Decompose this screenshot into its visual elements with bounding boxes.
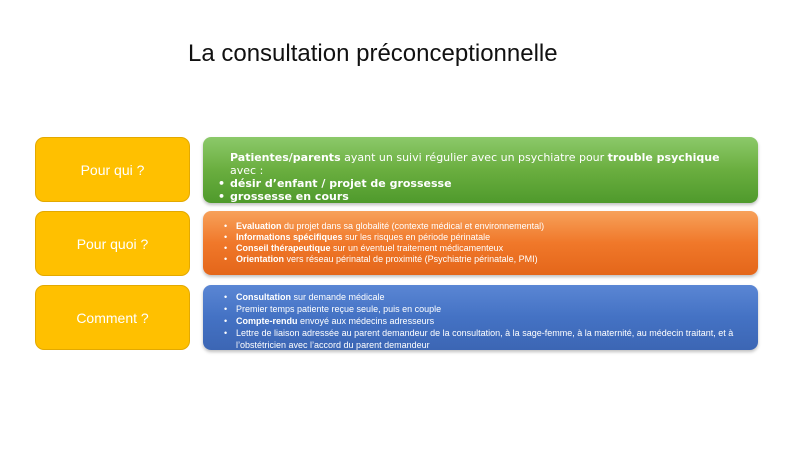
list-item xyxy=(223,243,746,254)
list-item xyxy=(223,232,746,243)
bullet-list xyxy=(223,291,746,351)
item-bold: désir d’enfant / projet de grossesse xyxy=(230,177,452,190)
content-pour-qui xyxy=(203,137,758,203)
content-comment xyxy=(203,285,758,350)
item-text: sur un éventuel traitement médicamenteux xyxy=(330,243,504,253)
item-bold: grossesse en cours xyxy=(230,190,349,203)
label-text: Pour quoi ? xyxy=(76,235,149,252)
list-item xyxy=(223,315,746,327)
list-item xyxy=(223,327,746,351)
label-pour-quoi xyxy=(35,211,190,276)
item-text: envoyé aux médecins adresseurs xyxy=(297,316,435,326)
item-bold: Informations spécifiques xyxy=(236,232,343,242)
item-text: sur demande médicale xyxy=(291,292,385,302)
item-bold: Consultation xyxy=(236,292,291,302)
item-bold: Compte-rendu xyxy=(236,316,298,326)
intro-bold-1: Patientes/parents xyxy=(230,151,341,164)
item-bold: Evaluation xyxy=(236,221,282,231)
intro-line xyxy=(217,151,746,177)
list-item xyxy=(223,291,746,303)
content-pour-quoi xyxy=(203,211,758,275)
bullet-list xyxy=(217,177,746,203)
item-text: sur les risques en période périnatale xyxy=(342,232,491,242)
list-item xyxy=(217,177,746,190)
intro-text-1: ayant un suivi régulier avec un psychiatre pour xyxy=(340,151,608,164)
bullet-list xyxy=(223,221,746,265)
item-bold: Orientation xyxy=(236,254,285,264)
item-text: Lettre de liaison adressée au parent demandeur de la consultation, à la sage-femme, à la maternité, au médecin traitant, et à l’obstétricien avec l’accord du parent demandeur xyxy=(236,328,734,350)
item-bold: Conseil thérapeutique xyxy=(236,243,331,253)
list-item xyxy=(223,254,746,265)
label-text: Pour qui ? xyxy=(80,161,145,178)
item-text: Premier temps patiente reçue seule, puis en couple xyxy=(236,304,442,314)
label-comment xyxy=(35,285,190,350)
label-pour-qui xyxy=(35,137,190,202)
intro-bold-2: trouble psychique xyxy=(607,151,720,164)
label-text: Comment ? xyxy=(76,309,149,326)
list-item xyxy=(223,303,746,315)
intro-text-2: avec : xyxy=(230,164,264,177)
list-item xyxy=(217,190,746,203)
list-item xyxy=(223,221,746,232)
item-text: du projet dans sa globalité (contexte médical et environnemental) xyxy=(281,221,545,231)
item-text: vers réseau périnatal de proximité (Psychiatrie périnatale, PMI) xyxy=(284,254,538,264)
page-title: La consultation préconceptionnelle xyxy=(188,40,558,67)
